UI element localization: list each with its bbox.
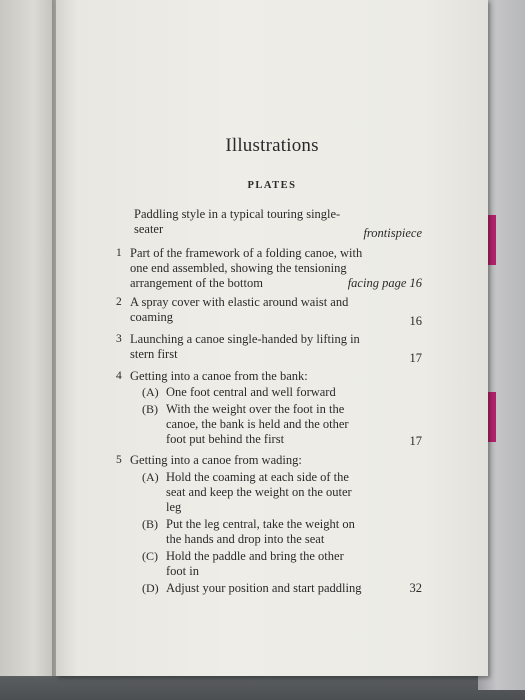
entry-4-page-ref: 17 bbox=[409, 434, 422, 448]
entry-5c-line-1: Hold the paddle and bring the other bbox=[166, 549, 344, 563]
entry-5b-line-1: Put the leg central, take the weight on bbox=[166, 517, 355, 531]
entry-3-page-ref: 17 bbox=[409, 351, 422, 365]
entry-5c-line-2: foot in bbox=[166, 564, 199, 578]
entry-1-line-2: one end assembled, showing the tensioning bbox=[130, 261, 347, 275]
bookmark-tab-upper bbox=[488, 215, 496, 265]
frontispiece-line-1: Paddling style in a typical touring single- bbox=[134, 207, 341, 221]
entry-3-line-1: Launching a canoe single-handed by lifting in bbox=[130, 332, 360, 346]
entry-1-page-ref: facing page 16 bbox=[347, 276, 422, 290]
bookmark-tab-lower bbox=[488, 392, 496, 442]
entry-4b-label: (B) bbox=[142, 402, 158, 416]
entry-2-line-1: A spray cover with elastic around waist and bbox=[130, 295, 349, 309]
entry-5b-label: (B) bbox=[142, 517, 158, 531]
book-page bbox=[56, 0, 488, 676]
entry-4-number: 4 bbox=[116, 370, 122, 382]
entry-2-number: 2 bbox=[116, 296, 122, 308]
frontispiece-page-ref: frontispiece bbox=[363, 226, 422, 240]
entry-4a-label: (A) bbox=[142, 385, 159, 399]
entry-5d-line-1: Adjust your position and start paddling bbox=[166, 581, 362, 595]
entry-5a-line-3: leg bbox=[166, 500, 182, 514]
entry-5c-label: (C) bbox=[142, 549, 158, 563]
section-heading: PLATES bbox=[247, 180, 297, 191]
entry-4b-line-3: foot put behind the first bbox=[166, 432, 285, 446]
frontispiece-line-2: seater bbox=[134, 222, 164, 236]
entry-5d-label: (D) bbox=[142, 581, 159, 595]
page-title: Illustrations bbox=[225, 135, 319, 156]
entry-4a-line-1: One foot central and well forward bbox=[166, 385, 336, 399]
entry-4-line-1: Getting into a canoe from the bank: bbox=[130, 369, 308, 383]
entry-4b-line-2: canoe, the bank is held and the other bbox=[166, 417, 349, 431]
entry-3-number: 3 bbox=[116, 333, 122, 345]
entry-1-number: 1 bbox=[116, 247, 122, 259]
entry-2-page-ref: 16 bbox=[409, 314, 422, 328]
entry-4b-line-1: With the weight over the foot in the bbox=[166, 402, 345, 416]
entry-1-line-3: arrangement of the bottom bbox=[130, 276, 263, 290]
entry-5a-line-1: Hold the coaming at each side of the bbox=[166, 470, 349, 484]
entry-5-page-ref: 32 bbox=[409, 581, 422, 595]
entry-5-line-1: Getting into a canoe from wading: bbox=[130, 453, 302, 467]
entry-5a-line-2: seat and keep the weight on the outer bbox=[166, 485, 352, 499]
entry-2-line-2: coaming bbox=[130, 310, 174, 324]
entry-1-line-1: Part of the framework of a folding canoe, with bbox=[130, 246, 363, 260]
entry-5a-label: (A) bbox=[142, 470, 159, 484]
entry-3-line-2: stern first bbox=[130, 347, 178, 361]
entry-5b-line-2: the hands and drop into the seat bbox=[166, 532, 325, 546]
entry-5-number: 5 bbox=[116, 454, 122, 466]
